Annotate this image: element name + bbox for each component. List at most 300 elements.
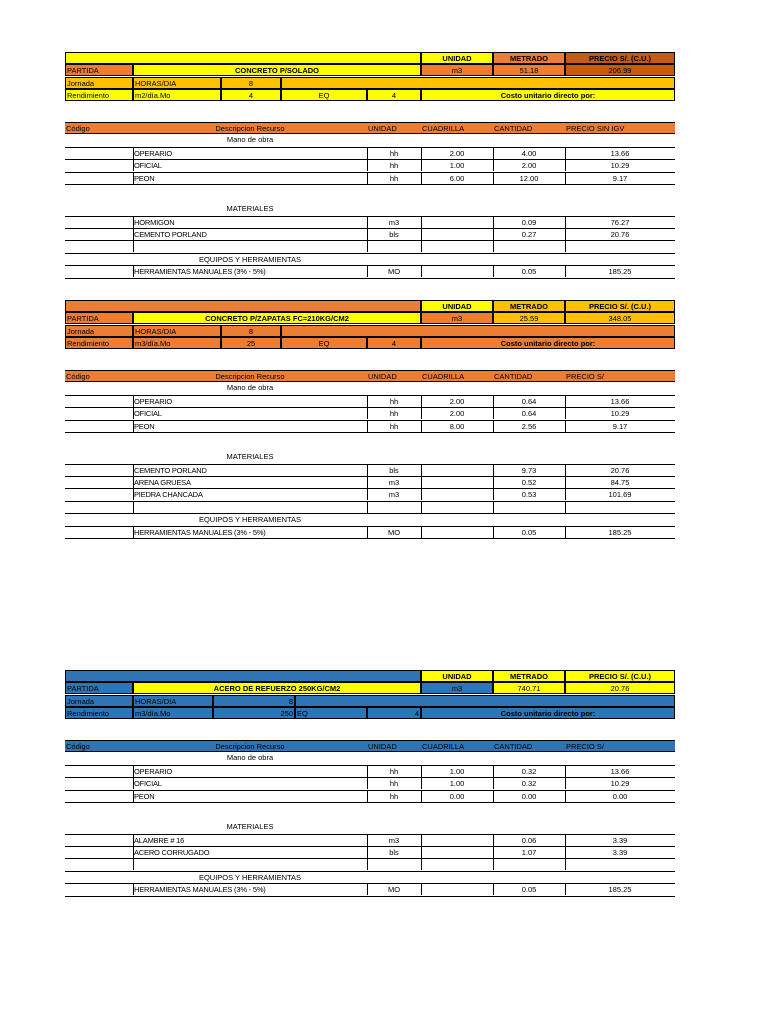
table-row — [65, 765, 675, 777]
cell-divider — [493, 790, 494, 802]
descripcion-cell: ALAMBRE # 16 — [133, 834, 367, 846]
cell-divider — [493, 846, 494, 858]
table-row — [65, 265, 675, 277]
cantidad-cell: 0.52 — [493, 476, 565, 488]
precio-cell: 20.76 — [565, 464, 675, 476]
cell-divider — [421, 476, 422, 488]
cantidad-cell — [493, 501, 565, 513]
col-precio: PRECIO S/ — [565, 370, 675, 382]
col-descripcion: Descripcion Recurso — [133, 370, 367, 382]
descripcion-cell: CEMENTO PORLAND — [133, 464, 367, 476]
cell-divider — [367, 476, 368, 488]
jornada-label: Jornada — [65, 325, 133, 337]
cell-divider — [421, 488, 422, 500]
cuadrilla-cell — [421, 476, 493, 488]
cuadrilla-cell: 0.00 — [421, 790, 493, 802]
partida-unit: m3 — [421, 64, 493, 76]
header-row — [65, 670, 675, 682]
eq-label: EQ — [281, 89, 367, 101]
cell-divider — [565, 172, 566, 184]
cell-divider — [421, 790, 422, 802]
cuadrilla-cell — [421, 501, 493, 513]
cell-divider — [133, 790, 134, 802]
partida-row — [65, 64, 675, 76]
partida-unit: m3 — [421, 312, 493, 324]
cantidad-cell: 0.53 — [493, 488, 565, 500]
precio-cell — [565, 240, 675, 252]
table-row — [65, 488, 675, 500]
cell-divider — [421, 834, 422, 846]
materiales-label: MATERIALES — [226, 452, 274, 462]
cantidad-cell: 2.00 — [493, 159, 565, 171]
col-unidad: UNIDAD — [367, 370, 421, 382]
cell-divider — [493, 834, 494, 846]
cell-divider — [133, 228, 134, 240]
cell-divider — [133, 147, 134, 159]
partida-precio: 206.99 — [565, 64, 675, 76]
rendimiento-unit: m3/día.Mo — [133, 707, 213, 719]
horas-value: 8 — [221, 77, 281, 89]
cell-divider — [421, 777, 422, 789]
codigo-cell — [65, 172, 133, 184]
descripcion-cell — [133, 501, 367, 513]
rendimiento-row — [65, 337, 675, 349]
table-row — [65, 476, 675, 488]
equipos-label: EQUIPOS Y HERRAMIENTAS — [198, 515, 302, 525]
descripcion-cell: ACERO CORRUGADO — [133, 846, 367, 858]
cell-divider — [493, 395, 494, 407]
materiales-label-row — [65, 203, 675, 215]
cell-divider — [133, 420, 134, 432]
codigo-cell — [65, 147, 133, 159]
cuadrilla-cell: 2.00 — [421, 407, 493, 419]
cell-divider — [493, 147, 494, 159]
cell-divider — [367, 526, 368, 538]
descripcion-cell: CEMENTO PORLAND — [133, 228, 367, 240]
partida-name: ACERO DE REFUERZO 250KG/CM2 — [133, 682, 421, 694]
col-codigo: Código — [65, 370, 133, 382]
col-cantidad: CANTIDAD — [493, 122, 565, 134]
codigo-cell — [65, 883, 133, 895]
cell-divider — [421, 228, 422, 240]
unidad-cell: bls — [367, 228, 421, 240]
cell-divider — [421, 883, 422, 895]
cell-divider — [133, 172, 134, 184]
rendimiento-label: Rendimiento — [65, 337, 133, 349]
partida-precio: 20.76 — [565, 682, 675, 694]
table-row — [65, 395, 675, 407]
table-row — [65, 464, 675, 476]
cantidad-cell: 0.64 — [493, 395, 565, 407]
descripcion-cell: OFICIAL — [133, 407, 367, 419]
precio-cell: 10.29 — [565, 159, 675, 171]
cell-divider — [421, 858, 422, 870]
descripcion-cell: HERRAMIENTAS MANUALES (3% - 5%) — [133, 883, 367, 895]
codigo-cell — [65, 228, 133, 240]
cell-divider — [493, 501, 494, 513]
partida-row — [65, 312, 675, 324]
rendimiento-unit: m3/día.Mo — [133, 337, 221, 349]
rendimiento-row — [65, 89, 675, 101]
cuadrilla-cell — [421, 488, 493, 500]
cuadrilla-cell: 6.00 — [421, 172, 493, 184]
cell-divider — [421, 395, 422, 407]
unidad-cell: hh — [367, 420, 421, 432]
cell-divider — [493, 488, 494, 500]
unidad-cell: hh — [367, 407, 421, 419]
cantidad-cell: 4.00 — [493, 147, 565, 159]
unidad-cell: hh — [367, 790, 421, 802]
cell-divider — [565, 765, 566, 777]
cell-divider — [565, 228, 566, 240]
descripcion-cell: PEON — [133, 420, 367, 432]
rendimiento-label: Rendimiento — [65, 707, 133, 719]
cell-divider — [367, 846, 368, 858]
partida-label: PARTIDA — [65, 682, 133, 694]
mano-de-obra-label-row — [65, 752, 675, 764]
cantidad-cell — [493, 858, 565, 870]
cell-divider — [133, 777, 134, 789]
cuadrilla-cell — [421, 228, 493, 240]
costo-unitario-label: Costo unitario directo por: — [421, 337, 675, 349]
cantidad-cell: 0.06 — [493, 834, 565, 846]
cell-divider — [421, 240, 422, 252]
col-unidad: UNIDAD — [367, 740, 421, 752]
cell-divider — [367, 765, 368, 777]
equipos-label-row — [65, 514, 675, 526]
precio-cell: 76.27 — [565, 216, 675, 228]
cantidad-cell: 0.27 — [493, 228, 565, 240]
cell-divider — [565, 216, 566, 228]
table-row — [65, 159, 675, 171]
cell-divider — [493, 265, 494, 277]
cell-divider — [565, 240, 566, 252]
col-cuadrilla: CUADRILLA — [421, 740, 493, 752]
unidad-cell: hh — [367, 172, 421, 184]
cell-divider — [421, 464, 422, 476]
unidad-cell: m3 — [367, 834, 421, 846]
codigo-cell — [65, 159, 133, 171]
cell-divider — [421, 147, 422, 159]
mano-de-obra-label: Mano de obra — [226, 753, 274, 763]
descripcion-cell: OPERARIO — [133, 147, 367, 159]
cuadrilla-cell: 2.00 — [421, 147, 493, 159]
header-precio: PRECIO S/. (C.U.) — [565, 670, 675, 682]
table-row — [65, 420, 675, 432]
jornada-blank — [295, 695, 675, 707]
precio-cell: 10.29 — [565, 407, 675, 419]
cantidad-cell: 0.09 — [493, 216, 565, 228]
cell-divider — [133, 240, 134, 252]
equipos-label-row — [65, 872, 675, 884]
cell-divider — [421, 846, 422, 858]
table-row — [65, 501, 675, 513]
cell-divider — [367, 834, 368, 846]
rendimiento-row — [65, 707, 675, 719]
codigo-cell — [65, 501, 133, 513]
codigo-cell — [65, 526, 133, 538]
eq-value: 4 — [367, 337, 421, 349]
horas-value: 8 — [221, 325, 281, 337]
cell-divider — [565, 858, 566, 870]
codigo-cell — [65, 464, 133, 476]
cell-divider — [421, 501, 422, 513]
precio-cell: 13.66 — [565, 765, 675, 777]
col-codigo: Código — [65, 740, 133, 752]
cell-divider — [565, 834, 566, 846]
codigo-cell — [65, 790, 133, 802]
eq-label: EQ — [295, 707, 367, 719]
unidad-cell: m3 — [367, 216, 421, 228]
cell-divider — [565, 476, 566, 488]
cell-divider — [133, 216, 134, 228]
cell-divider — [493, 526, 494, 538]
cell-divider — [493, 858, 494, 870]
eq-value: 4 — [367, 707, 421, 719]
precio-cell: 84.75 — [565, 476, 675, 488]
partida-name: CONCRETO P/SOLADO — [133, 64, 421, 76]
cell-divider — [565, 883, 566, 895]
cuadrilla-cell — [421, 883, 493, 895]
col-descripcion: Descripcion Recurso — [133, 740, 367, 752]
codigo-cell — [65, 834, 133, 846]
header-metrado: METRADO — [493, 52, 565, 64]
cell-divider — [367, 777, 368, 789]
eq-value: 4 — [367, 89, 421, 101]
cell-divider — [133, 265, 134, 277]
cell-divider — [493, 765, 494, 777]
descripcion-cell: OFICIAL — [133, 777, 367, 789]
cantidad-cell: 0.32 — [493, 777, 565, 789]
cantidad-cell: 0.00 — [493, 790, 565, 802]
precio-cell: 3.39 — [565, 834, 675, 846]
table-row — [65, 777, 675, 789]
cantidad-cell: 0.05 — [493, 883, 565, 895]
jornada-blank — [281, 77, 675, 89]
header-precio: PRECIO S/. (C.U.) — [565, 300, 675, 312]
header-metrado: METRADO — [493, 300, 565, 312]
cantidad-cell: 12.00 — [493, 172, 565, 184]
cuadrilla-cell: 1.00 — [421, 777, 493, 789]
codigo-cell — [65, 777, 133, 789]
codigo-cell — [65, 420, 133, 432]
unidad-cell — [367, 501, 421, 513]
jornada-row — [65, 695, 675, 707]
cell-divider — [421, 216, 422, 228]
col-cantidad: CANTIDAD — [493, 740, 565, 752]
cuadrilla-cell — [421, 834, 493, 846]
cell-divider — [367, 395, 368, 407]
header-row — [65, 52, 675, 64]
materiales-label-row — [65, 821, 675, 833]
table-bottom-line — [65, 802, 675, 803]
cell-divider — [565, 501, 566, 513]
cell-divider — [421, 265, 422, 277]
codigo-cell — [65, 858, 133, 870]
cell-divider — [421, 526, 422, 538]
unidad-cell — [367, 858, 421, 870]
codigo-cell — [65, 265, 133, 277]
unidad-cell: hh — [367, 765, 421, 777]
cell-divider — [421, 159, 422, 171]
codigo-cell — [65, 395, 133, 407]
mano-de-obra-label-row — [65, 134, 675, 146]
unidad-cell: MO — [367, 265, 421, 277]
cuadrilla-cell: 1.00 — [421, 765, 493, 777]
descripcion-cell: HERRAMIENTAS MANUALES (3% - 5%) — [133, 265, 367, 277]
header-blank — [65, 52, 421, 64]
descripcion-cell — [133, 240, 367, 252]
cuadrilla-cell — [421, 464, 493, 476]
partida-row — [65, 682, 675, 694]
cantidad-cell: 0.64 — [493, 407, 565, 419]
col-precio: PRECIO S/ — [565, 740, 675, 752]
descripcion-cell — [133, 858, 367, 870]
descripcion-cell: HERRAMIENTAS MANUALES (3% - 5%) — [133, 526, 367, 538]
table-bottom-line — [65, 538, 675, 539]
descripcion-cell: ARENA GRUESA — [133, 476, 367, 488]
cell-divider — [133, 159, 134, 171]
cell-divider — [367, 407, 368, 419]
materiales-label: MATERIALES — [226, 822, 274, 832]
precio-cell: 13.66 — [565, 147, 675, 159]
cell-divider — [367, 172, 368, 184]
cell-divider — [367, 420, 368, 432]
cell-divider — [565, 265, 566, 277]
codigo-cell — [65, 407, 133, 419]
unidad-cell: MO — [367, 526, 421, 538]
codigo-cell — [65, 216, 133, 228]
col-cantidad: CANTIDAD — [493, 370, 565, 382]
header-precio: PRECIO S/. (C.U.) — [565, 52, 675, 64]
table-row — [65, 858, 675, 870]
precio-cell: 0.00 — [565, 790, 675, 802]
cuadrilla-cell: 8.00 — [421, 420, 493, 432]
cell-divider — [493, 883, 494, 895]
cell-divider — [565, 464, 566, 476]
col-precio: PRECIO SIN IGV — [565, 122, 675, 134]
cell-divider — [367, 501, 368, 513]
cell-divider — [367, 228, 368, 240]
jornada-blank — [281, 325, 675, 337]
cuadrilla-cell — [421, 858, 493, 870]
cantidad-cell: 0.05 — [493, 265, 565, 277]
table-row — [65, 834, 675, 846]
col-cuadrilla: CUADRILLA — [421, 122, 493, 134]
cell-divider — [565, 159, 566, 171]
unidad-cell: hh — [367, 159, 421, 171]
cell-divider — [133, 846, 134, 858]
cell-divider — [133, 464, 134, 476]
unidad-cell: hh — [367, 147, 421, 159]
partida-metrado: 51.18 — [493, 64, 565, 76]
cell-divider — [565, 488, 566, 500]
cell-divider — [493, 216, 494, 228]
descripcion-cell: HORMIGON — [133, 216, 367, 228]
precio-cell: 185.25 — [565, 265, 675, 277]
cantidad-cell — [493, 240, 565, 252]
rendimiento-value: 25 — [221, 337, 281, 349]
header-unidad: UNIDAD — [421, 670, 493, 682]
unidad-cell: m3 — [367, 476, 421, 488]
cell-divider — [133, 501, 134, 513]
cell-divider — [133, 883, 134, 895]
cell-divider — [421, 407, 422, 419]
rendimiento-value: 250 — [213, 707, 295, 719]
partida-metrado: 740.71 — [493, 682, 565, 694]
cantidad-cell: 1.07 — [493, 846, 565, 858]
cell-divider — [493, 407, 494, 419]
rendimiento-value: 4 — [221, 89, 281, 101]
unidad-cell: bls — [367, 464, 421, 476]
cell-divider — [565, 407, 566, 419]
cell-divider — [421, 420, 422, 432]
cuadrilla-cell: 1.00 — [421, 159, 493, 171]
costo-unitario-label: Costo unitario directo por: — [421, 89, 675, 101]
table-bottom-line — [65, 278, 675, 279]
table-bottom-line — [65, 184, 675, 185]
partida-unit: m3 — [421, 682, 493, 694]
precio-cell: 101.69 — [565, 488, 675, 500]
cuadrilla-cell — [421, 846, 493, 858]
unidad-cell: MO — [367, 883, 421, 895]
unidad-cell: hh — [367, 777, 421, 789]
precio-cell: 185.25 — [565, 883, 675, 895]
header-row — [65, 300, 675, 312]
header-unidad: UNIDAD — [421, 52, 493, 64]
cost-analysis-sheet — [65, 52, 675, 292]
cantidad-cell: 0.32 — [493, 765, 565, 777]
column-header-row — [65, 122, 675, 134]
precio-cell: 10.29 — [565, 777, 675, 789]
cantidad-cell: 9.73 — [493, 464, 565, 476]
jornada-row — [65, 325, 675, 337]
precio-cell: 9.17 — [565, 172, 675, 184]
horas-value: 8 — [213, 695, 295, 707]
cell-divider — [367, 858, 368, 870]
cell-divider — [367, 883, 368, 895]
descripcion-cell: OFICIAL — [133, 159, 367, 171]
cell-divider — [367, 159, 368, 171]
unidad-cell — [367, 240, 421, 252]
precio-cell — [565, 858, 675, 870]
mano-de-obra-label: Mano de obra — [226, 135, 274, 145]
cuadrilla-cell: 2.00 — [421, 395, 493, 407]
codigo-cell — [65, 765, 133, 777]
horas-label: HORAS/DIA — [133, 325, 221, 337]
cell-divider — [565, 147, 566, 159]
partida-label: PARTIDA — [65, 64, 133, 76]
header-blank — [65, 300, 421, 312]
cell-divider — [493, 228, 494, 240]
col-codigo: Código — [65, 122, 133, 134]
precio-cell: 13.66 — [565, 395, 675, 407]
table-bottom-line — [65, 896, 675, 897]
unidad-cell: m3 — [367, 488, 421, 500]
cell-divider — [565, 790, 566, 802]
cost-analysis-sheet — [65, 670, 675, 910]
cell-divider — [493, 464, 494, 476]
cell-divider — [367, 488, 368, 500]
cuadrilla-cell — [421, 216, 493, 228]
partida-metrado: 25.59 — [493, 312, 565, 324]
cell-divider — [133, 476, 134, 488]
table-row — [65, 216, 675, 228]
unidad-cell: hh — [367, 395, 421, 407]
descripcion-cell: OPERARIO — [133, 765, 367, 777]
table-row — [65, 228, 675, 240]
cantidad-cell: 0.05 — [493, 526, 565, 538]
